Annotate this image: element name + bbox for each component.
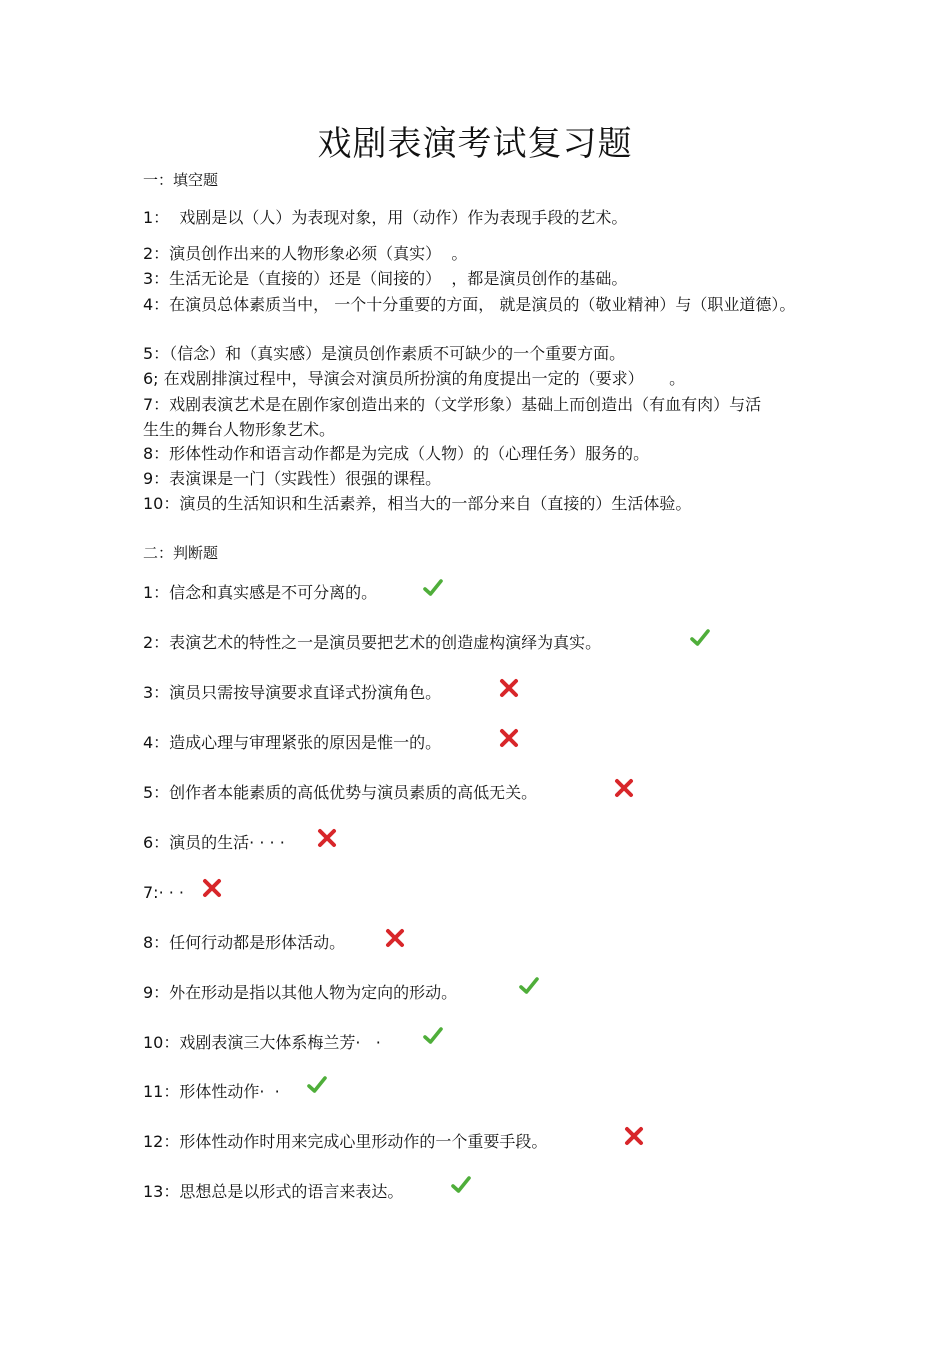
fill-item-6: 6; 在戏剧排演过程中，导演会对演员所扮演的角度提出一定的（要求） 。 xyxy=(143,369,686,388)
judge-item-1: 1：信念和真实感是不可分离的。 xyxy=(143,583,378,602)
cross-icon xyxy=(201,877,223,899)
judge-item-10: 10：戏剧表演三大体系梅兰芳· · xyxy=(143,1033,381,1052)
fill-item-9: 9：表演课是一门（实践性）很强的课程。 xyxy=(143,469,442,488)
check-icon xyxy=(422,577,444,599)
judge-item-6: 6：演员的生活· · · · xyxy=(143,833,285,852)
judge-item-3: 3：演员只需按导演要求直译式扮演角色。 xyxy=(143,683,442,702)
judge-item-7: 7:· · · xyxy=(143,883,184,902)
cross-icon xyxy=(623,1125,645,1147)
judge-item-9: 9：外在形动是指以其他人物为定向的形动。 xyxy=(143,983,458,1002)
fill-item-5: 5：（信念）和（真实感）是演员创作素质不可缺少的一个重要方面。 xyxy=(143,344,626,363)
fill-item-10: 10：演员的生活知识和生活素养，相当大的一部分来自（直接的）生活体验。 xyxy=(143,494,692,513)
fill-item-3: 3：生活无论是（直接的）还是（间接的） ，都是演员创作的基础。 xyxy=(143,269,628,288)
cross-icon xyxy=(384,927,406,949)
check-icon xyxy=(422,1025,444,1047)
fill-item-1: 1： 戏剧是以（人）为表现对象，用（动作）作为表现手段的艺术。 xyxy=(143,208,628,227)
check-icon xyxy=(689,627,711,649)
judge-item-11: 11：形体性动作· · xyxy=(143,1082,280,1101)
judge-item-2: 2：表演艺术的特性之一是演员要把艺术的创造虚构演绎为真实。 xyxy=(143,633,602,652)
judge-item-5: 5：创作者本能素质的高低优势与演员素质的高低无关。 xyxy=(143,783,538,802)
check-icon xyxy=(450,1174,472,1196)
page-title: 戏剧表演考试复习题 xyxy=(317,124,633,164)
fill-item-4: 4：在演员总体素质当中， 一个十分重要的方面， 就是演员的（敬业精神）与（职业道德）。 xyxy=(143,295,796,314)
fill-item-7: 7：戏剧表演艺术是在剧作家创造出来的（文学形象）基础上而创造出（有血有肉）与活生生的舞台人物形象艺术。 xyxy=(143,395,762,439)
check-icon xyxy=(306,1074,328,1096)
cross-icon xyxy=(498,727,520,749)
fill-item-2: 2：演员创作出来的人物形象必须（真实） 。 xyxy=(143,244,468,263)
section-heading-true-false: 二：判断题 xyxy=(143,544,219,562)
cross-icon xyxy=(498,677,520,699)
fill-item-8: 8：形体性动作和语言动作都是为完成（人物）的（心理任务）服务的。 xyxy=(143,444,650,463)
check-icon xyxy=(518,975,540,997)
section-heading-fill-in: 一：填空题 xyxy=(143,171,219,189)
cross-icon xyxy=(613,777,635,799)
judge-item-12: 12：形体性动作时用来完成心里形动作的一个重要手段。 xyxy=(143,1132,548,1151)
judge-item-13: 13：思想总是以形式的语言来表达。 xyxy=(143,1182,404,1201)
cross-icon xyxy=(316,827,338,849)
judge-item-8: 8：任何行动都是形体活动。 xyxy=(143,933,346,952)
judge-item-4: 4：造成心理与审理紧张的原因是惟一的。 xyxy=(143,733,442,752)
